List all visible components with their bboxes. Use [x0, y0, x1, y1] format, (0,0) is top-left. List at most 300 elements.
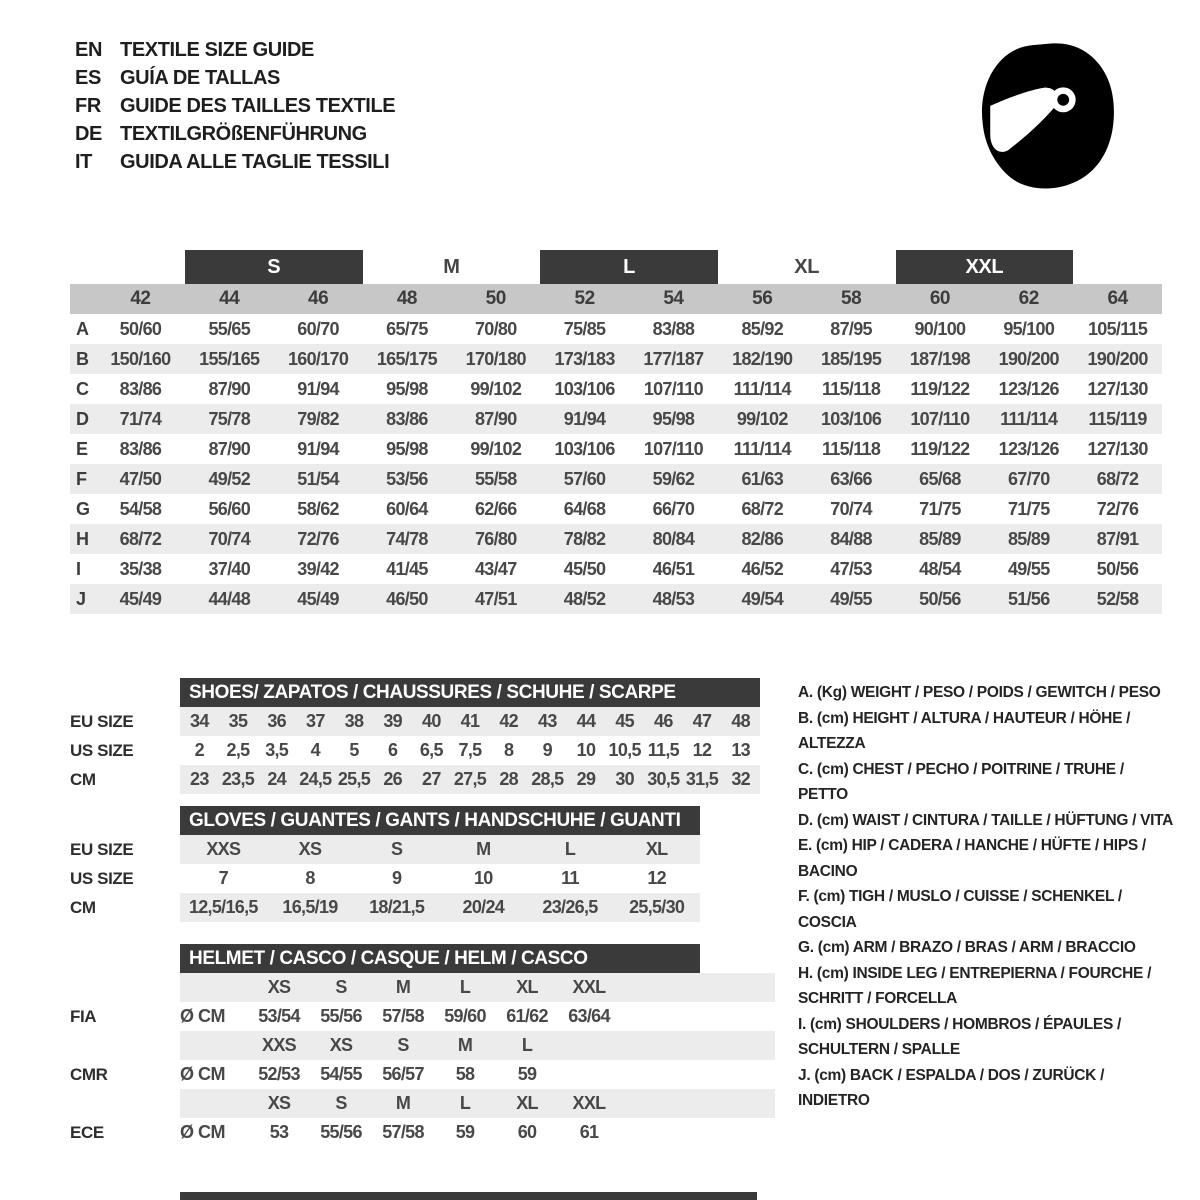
language-title [75, 120, 395, 148]
measurement-value: 115/119 [1088, 409, 1147, 429]
language-title-list [75, 36, 395, 176]
measurement-value: 107/110 [643, 379, 703, 399]
helmet-size-label: XS [267, 977, 291, 997]
language-code: FR [75, 94, 101, 117]
size-value: 8 [504, 740, 514, 760]
size-value: 4 [310, 740, 320, 760]
size-value: 44 [576, 711, 596, 731]
numeric-size-label: 50 [485, 288, 506, 309]
measurement-value: 119/122 [910, 439, 970, 459]
measurement-value: 47/51 [474, 589, 517, 609]
measurement-value: 67/70 [1007, 469, 1050, 489]
measurement-value: 63/66 [830, 469, 872, 489]
size-row-label: US SIZE [70, 869, 134, 888]
measurement-value: 39/42 [297, 559, 339, 579]
helmet-size-value: 53/54 [258, 1006, 300, 1026]
numeric-size-label: 52 [574, 288, 595, 309]
measurement-value: 182/190 [732, 349, 793, 369]
measurement-value: 46/51 [652, 559, 695, 579]
measurement-value: 127/130 [1087, 379, 1148, 399]
numeric-size-label: 64 [1107, 288, 1128, 309]
measurement-value: 48/53 [652, 589, 695, 609]
measurement-value: 64/68 [563, 499, 606, 519]
measurement-value: 44/48 [208, 589, 251, 609]
measurement-value: 47/50 [119, 469, 162, 489]
helmet-size-label: M [395, 1093, 411, 1113]
shoes-section [70, 678, 760, 794]
measurement-value: 107/110 [643, 439, 703, 459]
helmet-value-row [180, 1060, 775, 1089]
measurement-value: 105/115 [1087, 319, 1148, 339]
language-title [75, 92, 395, 120]
legend-item: I. (cm) SHOULDERS / HOMBROS / ÉPAULES / SCHULTERN / SPALLE [798, 1015, 1122, 1058]
measurement-value: 83/88 [652, 319, 695, 339]
measurement-value: 60/70 [297, 319, 339, 339]
legend-item: B. (cm) HEIGHT / ALTURA / HAUTEUR / HÖHE / ALTEZZA [798, 709, 1131, 752]
size-value: 7,5 [458, 740, 482, 760]
size-value: 11,5 [647, 740, 679, 760]
measurement-value: 123/126 [998, 439, 1059, 459]
helmet-size-label: L [459, 1093, 471, 1113]
size-value: 6 [388, 740, 398, 760]
row-letter-label: A [76, 319, 89, 339]
row-letter-label: C [76, 379, 89, 399]
size-value: 41 [460, 711, 480, 731]
measurement-value: 185/195 [820, 349, 882, 369]
helmet-size-label: XS [267, 1093, 291, 1113]
measurement-value: 85/92 [741, 319, 784, 339]
diameter-unit-label: Ø CM [180, 1122, 225, 1142]
measurement-value: 41/45 [386, 559, 428, 579]
table-row [70, 1002, 775, 1031]
measurement-value: 127/130 [1087, 439, 1148, 459]
measurement-value: 75/85 [563, 319, 606, 339]
size-row-values [180, 765, 760, 794]
helmet-size-header-row [180, 1031, 775, 1060]
size-value: L [564, 839, 576, 859]
measurement-value: 72/76 [297, 529, 339, 549]
measurement-value: 58/62 [297, 499, 339, 519]
legend-item: F. (cm) TIGH / MUSLO / CUISSE / SCHENKEL / COSCIA [798, 888, 1122, 931]
helmet-section [70, 944, 775, 1147]
helmet-size-value: 55/56 [320, 1122, 362, 1142]
size-value: 12,5/16,5 [188, 897, 258, 917]
helmet-size-value: 57/58 [382, 1122, 424, 1142]
measurement-value: 103/106 [820, 409, 882, 429]
helmet-size-label: XL [516, 977, 538, 997]
measurement-value: 99/102 [470, 379, 522, 399]
measurement-value: 49/55 [1007, 559, 1050, 579]
measurement-value: 83/86 [119, 439, 162, 459]
measurement-value: 160/170 [287, 349, 349, 369]
helmet-size-label: XXL [572, 977, 606, 997]
measurement-value: 50/56 [919, 589, 961, 609]
language-title [75, 148, 395, 176]
cutoff-section-bar [180, 1192, 757, 1200]
helmet-size-label [558, 1031, 620, 1060]
measurement-value: 155/165 [199, 349, 260, 369]
legend-item: J. (cm) BACK / ESPALDA / DOS / ZURÜCK / INDIETRO [798, 1066, 1105, 1109]
helmet-size-value [558, 1060, 620, 1089]
racing-helmet-icon [972, 36, 1124, 194]
size-value: S [391, 839, 403, 859]
size-value: 6,5 [419, 740, 443, 760]
size-value: 24 [267, 769, 286, 789]
helmet-value-row [180, 1118, 775, 1147]
size-value: 12 [692, 740, 712, 760]
numeric-size-label: 62 [1018, 288, 1039, 309]
measurement-value: 71/74 [119, 409, 162, 429]
helmet-size-value: 53 [269, 1122, 289, 1142]
measurement-value: 111/114 [733, 379, 791, 399]
table-row [70, 404, 1162, 434]
size-value: 25,5/30 [629, 897, 685, 917]
size-value: 42 [499, 711, 518, 731]
numeric-size-label: 46 [308, 288, 329, 309]
measurement-value: 91/94 [297, 439, 339, 459]
helmet-size-header-row [180, 973, 775, 1002]
measurement-value: 123/126 [998, 379, 1059, 399]
unit-spacer [180, 1089, 248, 1118]
measurement-value: 65/68 [919, 469, 961, 489]
measurement-value: 68/72 [1096, 469, 1139, 489]
size-value: 35 [228, 711, 248, 731]
letter-size-xxl: XXL [896, 250, 1074, 284]
table-row [70, 374, 1162, 404]
measurement-value: 74/78 [386, 529, 428, 549]
measurement-value: 46/52 [741, 559, 784, 579]
helmet-size-value: 54/55 [320, 1064, 362, 1084]
size-value: 30 [615, 769, 634, 789]
measurement-value: 80/84 [652, 529, 695, 549]
language-title-text: TEXTILE SIZE GUIDE [120, 38, 314, 61]
numeric-size-spacer [70, 284, 96, 314]
helmet-standard-label: ECE [70, 1123, 104, 1142]
measurement-value: 103/106 [554, 439, 615, 459]
helmet-size-label: M [457, 1035, 473, 1055]
helmet-rows [70, 973, 775, 1147]
language-code: EN [75, 38, 102, 61]
measurement-value: 49/55 [830, 589, 872, 609]
measurement-value: 55/58 [474, 469, 517, 489]
table-row [70, 765, 760, 794]
measurement-value: 43/47 [474, 559, 517, 579]
measurement-value: 165/175 [376, 349, 437, 369]
measurement-value: 60/64 [386, 499, 428, 519]
helmet-size-value: 61 [579, 1122, 599, 1142]
table-row [70, 864, 700, 893]
diameter-unit-label: Ø CM [180, 1006, 225, 1026]
size-row-values [180, 864, 700, 893]
row-letter-label: J [76, 589, 87, 609]
table-row [70, 464, 1162, 494]
size-value: 27 [422, 769, 441, 789]
measurement-value: 62/66 [474, 499, 517, 519]
measurement-value: 45/49 [297, 589, 339, 609]
measurement-value: 115/118 [821, 379, 881, 399]
size-row-values [180, 736, 760, 765]
measurement-value: 85/89 [1007, 529, 1050, 549]
measurement-value: 87/95 [830, 319, 872, 339]
language-title-text: GUÍA DE TALLAS [120, 66, 280, 89]
measurement-value: 70/80 [474, 319, 517, 339]
numeric-size-label: 54 [663, 288, 684, 309]
size-value: 29 [576, 769, 596, 789]
measurement-value: 99/102 [470, 439, 522, 459]
measurement-value: 111/114 [1000, 409, 1058, 429]
measurement-value: 78/82 [563, 529, 606, 549]
helmet-size-value: 55/56 [320, 1006, 362, 1026]
measurement-value: 71/75 [1007, 499, 1050, 519]
table-row [70, 1031, 775, 1060]
size-row-label: CM [70, 770, 96, 789]
helmet-size-value: 63/64 [568, 1006, 610, 1026]
size-value: 20/24 [462, 897, 505, 917]
size-value: 23,5 [221, 769, 255, 789]
size-value: 37 [306, 711, 325, 731]
measurement-value: 76/80 [474, 529, 517, 549]
size-value: 10 [576, 740, 596, 760]
size-value: 9 [392, 868, 402, 888]
gloves-section [70, 806, 700, 922]
helmet-size-label: L [521, 1035, 533, 1055]
measurement-value: 53/56 [386, 469, 428, 489]
helmet-section-header: HELMET / CASCO / CASQUE / HELM / CASCO [180, 944, 700, 973]
measurement-value: 95/100 [1003, 319, 1055, 339]
measurement-value: 190/200 [1087, 349, 1148, 369]
size-value: 47 [692, 711, 712, 731]
legend-item: A. (Kg) WEIGHT / PESO / POIDS / GEWITCH / PESO [798, 684, 1161, 701]
size-value: 2,5 [226, 740, 250, 760]
measurement-value: 82/86 [741, 529, 784, 549]
measurement-value: 57/60 [563, 469, 606, 489]
size-value: 26 [383, 769, 402, 789]
helmet-size-label: S [397, 1035, 409, 1055]
measurement-value: 68/72 [741, 499, 784, 519]
row-letter-label: F [76, 469, 87, 489]
row-letter-label: I [76, 559, 82, 579]
table-row [70, 584, 1162, 614]
table-row [70, 554, 1162, 584]
letter-size-xl: XL [794, 256, 820, 278]
size-value: 23 [190, 769, 209, 789]
helmet-size-header-row [180, 1089, 775, 1118]
measurement-value: 87/90 [208, 379, 251, 399]
helmet-size-label: S [335, 1093, 347, 1113]
table-row [70, 893, 700, 922]
language-title [75, 36, 395, 64]
shoes-section-header: SHOES/ ZAPATOS / CHAUSSURES / SCHUHE / SCARPE [180, 678, 760, 707]
helmet-standard-spacer [70, 973, 180, 1002]
measurement-value: 68/72 [119, 529, 162, 549]
size-value: 34 [190, 711, 209, 731]
helmet-size-value: 59 [455, 1122, 475, 1142]
measurement-value: 90/100 [914, 319, 966, 339]
size-row-values [180, 835, 700, 864]
measurement-value: 95/98 [386, 379, 428, 399]
measurement-value: 99/102 [736, 409, 788, 429]
helmet-size-label: XXS [262, 1035, 296, 1055]
size-value: 11 [561, 868, 579, 888]
language-code: IT [75, 150, 92, 173]
legend-item: E. (cm) HIP / CADERA / HANCHE / HÜFTE / HIPS / BACINO [798, 837, 1146, 880]
measurement-value: 52/58 [1096, 589, 1139, 609]
size-row-values [180, 893, 700, 922]
size-row-label: US SIZE [70, 741, 134, 760]
measurement-value: 49/54 [741, 589, 784, 609]
diameter-unit-label: Ø CM [180, 1064, 225, 1084]
size-value: 5 [349, 740, 359, 760]
unit-spacer [180, 1031, 248, 1060]
numeric-size-label: 42 [130, 288, 151, 309]
measurement-value: 83/86 [386, 409, 428, 429]
measurement-value: 37/40 [208, 559, 251, 579]
language-title-text: TEXTILGRÖßENFÜHRUNG [120, 122, 367, 145]
size-value: 28 [499, 769, 518, 789]
legend-item: G. (cm) ARM / BRAZO / BRAS / ARM / BRACCIO [798, 939, 1136, 956]
measurement-value: 48/52 [563, 589, 606, 609]
helmet-size-value: 59/60 [444, 1006, 486, 1026]
size-value: 10,5 [608, 740, 641, 760]
size-value: 27,5 [453, 769, 487, 789]
measurement-value: 50/60 [119, 319, 162, 339]
table-row [70, 736, 760, 765]
letter-size-s: S [185, 250, 363, 284]
measurement-value: 187/198 [909, 349, 970, 369]
helmet-size-value: 57/58 [382, 1006, 424, 1026]
measurement-value: 150/160 [110, 349, 171, 369]
size-value: 8 [305, 868, 315, 888]
table-row [70, 1118, 775, 1147]
language-title [75, 64, 395, 92]
measurement-value: 87/90 [208, 439, 251, 459]
helmet-size-value: 58 [455, 1064, 475, 1084]
measurement-value: 46/50 [386, 589, 428, 609]
helmet-size-value: 59 [517, 1064, 537, 1084]
letter-size-m: M [443, 256, 460, 278]
size-value: 13 [731, 740, 750, 760]
table-row [70, 344, 1162, 374]
numeric-size-label: 58 [841, 288, 862, 309]
measurement-value: 72/76 [1096, 499, 1139, 519]
helmet-size-value: 56/57 [382, 1064, 424, 1084]
size-row-label: EU SIZE [70, 840, 134, 859]
measurement-value: 51/56 [1007, 589, 1050, 609]
measurement-value: 66/70 [652, 499, 695, 519]
helmet-standard-spacer [70, 1089, 180, 1118]
table-row [70, 1060, 775, 1089]
size-value: 12 [647, 868, 666, 888]
measurement-value: 70/74 [830, 499, 872, 519]
language-code: DE [75, 122, 102, 145]
table-row [70, 494, 1162, 524]
measurement-value: 115/118 [821, 439, 881, 459]
size-value: 36 [267, 711, 286, 731]
row-letter-label: G [76, 499, 91, 519]
numeric-size-label: 56 [752, 288, 773, 309]
measurement-value: 50/56 [1096, 559, 1139, 579]
row-letter-label: H [76, 529, 89, 549]
language-title-text: GUIDE DES TAILLES TEXTILE [120, 94, 396, 117]
size-value: 7 [218, 868, 228, 888]
measurement-value: 51/54 [297, 469, 339, 489]
measurement-value: 49/52 [208, 469, 251, 489]
measurement-value: 87/91 [1096, 529, 1139, 549]
measurement-value: 61/63 [741, 469, 784, 489]
measurement-value: 85/89 [919, 529, 961, 549]
size-value: 48 [731, 711, 750, 731]
measurement-legend [798, 680, 1174, 1114]
size-value: 9 [542, 740, 552, 760]
language-code: ES [75, 66, 101, 89]
measurement-value: 48/54 [919, 559, 961, 579]
measurement-value: 84/88 [830, 529, 872, 549]
size-value: 25,5 [337, 769, 371, 789]
helmet-value-row [180, 1002, 775, 1031]
language-title-text: GUIDA ALLE TAGLIE TESSILI [120, 150, 390, 173]
size-value: XS [298, 839, 322, 859]
row-letter-label: E [76, 439, 89, 459]
helmet-size-value: 61/62 [506, 1006, 548, 1026]
measurement-value: 56/60 [208, 499, 251, 519]
helmet-size-label: XL [516, 1093, 538, 1113]
numeric-size-label: 44 [219, 288, 240, 309]
measurement-value: 47/53 [830, 559, 872, 579]
measurement-value: 190/200 [998, 349, 1059, 369]
helmet-size-label: L [459, 977, 471, 997]
numeric-size-label: 48 [396, 288, 417, 309]
helmet-standard-label: FIA [70, 1007, 97, 1026]
table-row [70, 835, 700, 864]
size-value: 45 [615, 711, 634, 731]
table-row [70, 707, 760, 736]
measurement-value: 119/122 [910, 379, 970, 399]
table-row [70, 973, 775, 1002]
measurement-value: 65/75 [386, 319, 428, 339]
size-value: 24,5 [299, 769, 332, 789]
size-value: 40 [422, 711, 441, 731]
measurement-value: 75/78 [208, 409, 251, 429]
measurement-value: 103/106 [554, 379, 615, 399]
size-value: 10 [474, 868, 493, 888]
helmet-size-label: XXL [572, 1093, 606, 1113]
size-value: 32 [731, 769, 750, 789]
measurement-value: 170/180 [465, 349, 526, 369]
measurement-value: 95/98 [386, 439, 428, 459]
measurement-value: 35/38 [119, 559, 162, 579]
measurement-value: 71/75 [919, 499, 961, 519]
size-row-label: CM [70, 898, 96, 917]
size-value: 30,5 [647, 769, 680, 789]
table-row [70, 1089, 775, 1118]
letter-size-l: L [540, 250, 718, 284]
size-value: 46 [654, 711, 673, 731]
helmet-standard-spacer [70, 1031, 180, 1060]
legend-item: C. (cm) CHEST / PECHO / POITRINE / TRUHE / PETTO [798, 760, 1124, 803]
numeric-size-label: 60 [929, 288, 950, 309]
size-value: 16,5/19 [282, 897, 338, 917]
gloves-rows [70, 835, 700, 922]
size-row-label: EU SIZE [70, 712, 134, 731]
measurement-value: 95/98 [652, 409, 695, 429]
size-value: XL [645, 839, 668, 859]
helmet-size-value: 60 [517, 1122, 537, 1142]
size-value: 2 [194, 740, 204, 760]
size-value: 28,5 [531, 769, 564, 789]
measurement-value: 111/114 [733, 439, 791, 459]
measurement-value: 45/50 [563, 559, 606, 579]
legend-item: D. (cm) WAIST / CINTURA / TAILLE / HÜFTUNG / VITA [798, 811, 1174, 829]
